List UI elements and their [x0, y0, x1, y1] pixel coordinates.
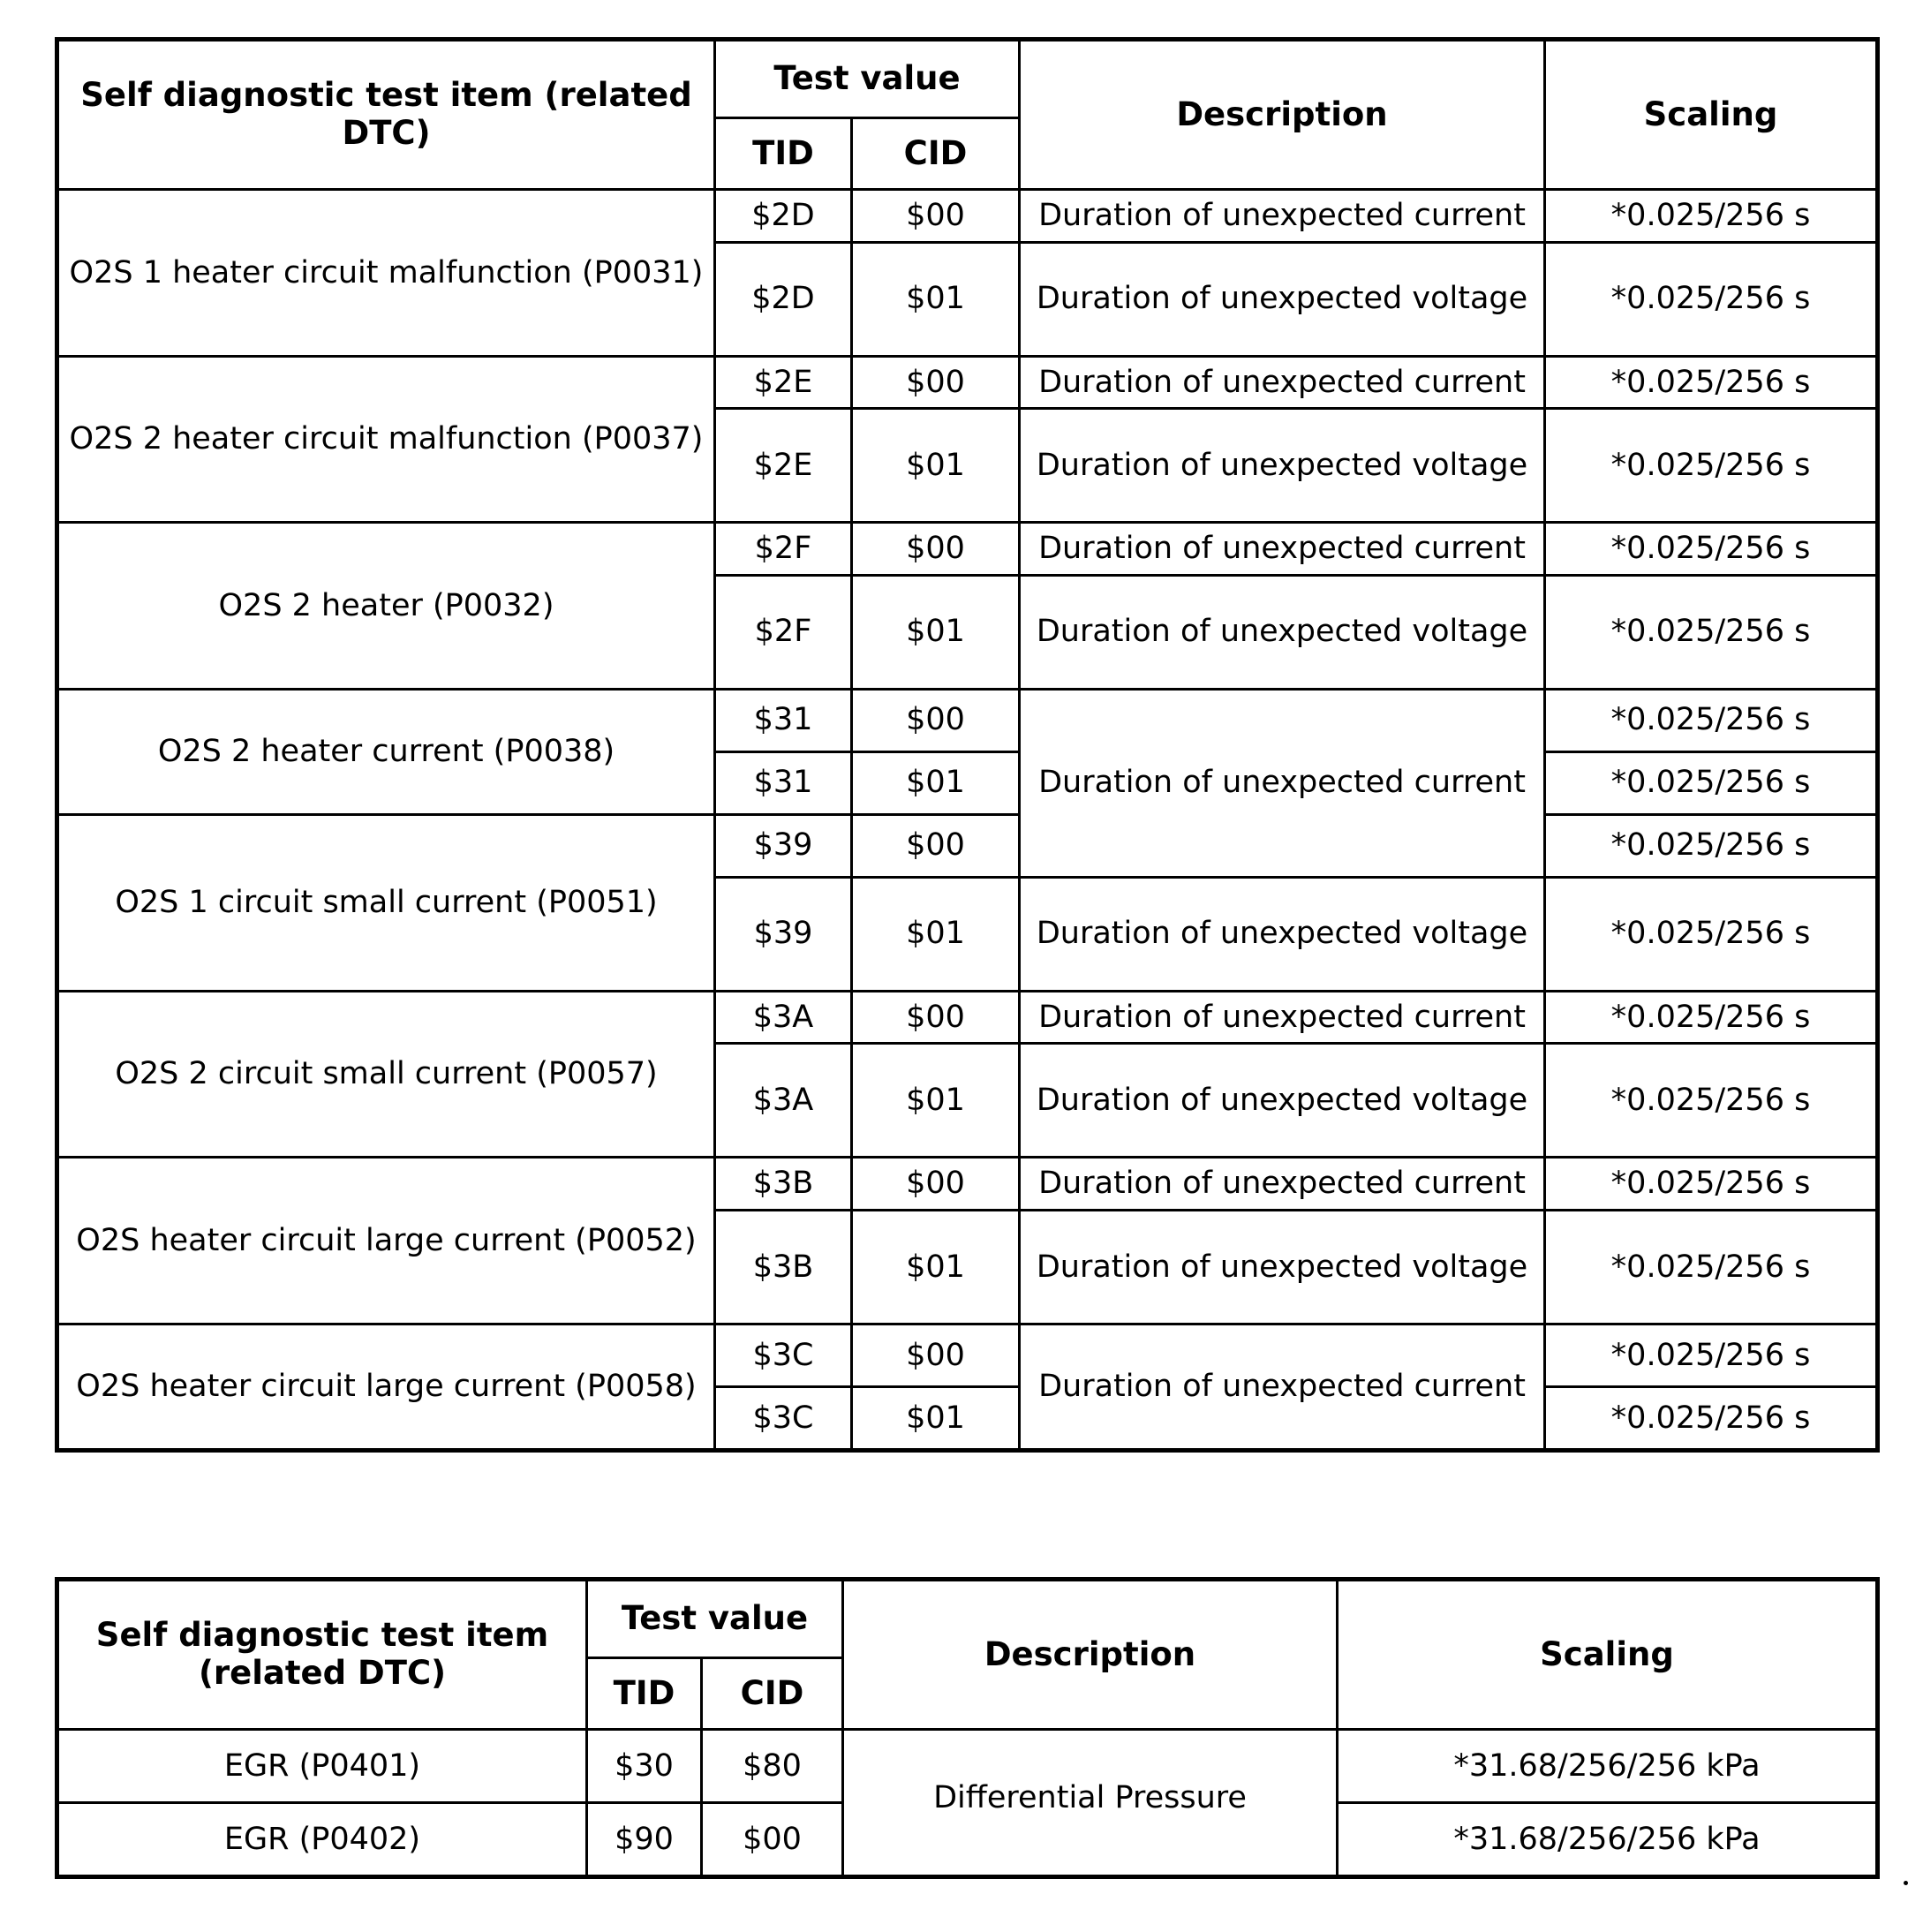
cell-tid: $3B — [715, 1210, 852, 1324]
cell-cid: $01 — [852, 751, 1020, 814]
cell-test-item: O2S 2 heater circuit malfunction (P0037) — [57, 356, 715, 523]
cell-test-item: O2S 1 heater circuit malfunction (P0031) — [57, 190, 715, 357]
cell-scaling: *0.025/256 s — [1545, 190, 1878, 243]
table-header — [57, 40, 1878, 190]
scan-artifact-dot — [1904, 1881, 1908, 1885]
cell-tid: $2D — [715, 190, 852, 243]
cell-description: Duration of unexpected current — [1020, 523, 1545, 576]
cell-cid: $01 — [852, 575, 1020, 689]
cell-tid: $31 — [715, 751, 852, 814]
cell-description: Duration of unexpected current — [1020, 1158, 1545, 1211]
cell-tid: $3A — [715, 991, 852, 1044]
cell-test-item: O2S heater circuit large current (P0058) — [57, 1324, 715, 1450]
header-test-item: Self diagnostic test item (related DTC) — [57, 1580, 587, 1730]
cell-cid: $00 — [852, 1324, 1020, 1386]
cell-test-item: EGR (P0402) — [57, 1803, 587, 1877]
cell-description: Duration of unexpected current — [1020, 190, 1545, 243]
cell-tid: $39 — [715, 814, 852, 877]
table-row — [57, 991, 1878, 1044]
cell-cid: $01 — [852, 1210, 1020, 1324]
cell-test-item: O2S heater circuit large current (P0052) — [57, 1158, 715, 1324]
cell-description: Differential Pressure — [843, 1730, 1338, 1877]
cell-scaling: *0.025/256 s — [1545, 991, 1878, 1044]
cell-tid: $31 — [715, 689, 852, 751]
header-tid: TID — [715, 118, 852, 190]
table-header — [57, 1580, 1878, 1730]
cell-scaling: *0.025/256 s — [1545, 689, 1878, 751]
header-cid: CID — [702, 1658, 843, 1730]
cell-tid: $3B — [715, 1158, 852, 1211]
cell-scaling: *0.025/256 s — [1545, 242, 1878, 356]
cell-cid: $00 — [852, 814, 1020, 877]
cell-test-item: O2S 2 circuit small current (P0057) — [57, 991, 715, 1158]
table-row — [57, 356, 1878, 409]
cell-tid: $2E — [715, 409, 852, 523]
cell-description: Duration of unexpected current — [1020, 356, 1545, 409]
cell-cid: $01 — [852, 409, 1020, 523]
header-scaling: Scaling — [1338, 1580, 1878, 1730]
cell-cid: $01 — [852, 242, 1020, 356]
table-row — [57, 1158, 1878, 1211]
cell-test-item: O2S 2 heater (P0032) — [57, 523, 715, 690]
cell-description: Duration of unexpected current — [1020, 991, 1545, 1044]
cell-description: Duration of unexpected voltage — [1020, 1044, 1545, 1158]
cell-tid: $90 — [587, 1803, 702, 1877]
cell-scaling: *31.68/256/256 kPa — [1338, 1730, 1878, 1803]
cell-cid: $00 — [702, 1803, 843, 1877]
cell-description: Duration of unexpected voltage — [1020, 877, 1545, 991]
header-description: Description — [843, 1580, 1338, 1730]
oxygen-sensor-test-table — [55, 37, 1880, 1453]
table-row — [57, 190, 1878, 243]
cell-cid: $00 — [852, 190, 1020, 243]
header-test-value: Test value — [715, 40, 1020, 118]
table-row — [57, 689, 1878, 751]
cell-test-item: O2S 2 heater current (P0038) — [57, 689, 715, 814]
cell-scaling: *0.025/256 s — [1545, 1158, 1878, 1211]
cell-cid: $00 — [852, 523, 1020, 576]
header-test-value: Test value — [587, 1580, 843, 1658]
header-description: Description — [1020, 40, 1545, 190]
cell-cid: $00 — [852, 1158, 1020, 1211]
table-body — [57, 1730, 1878, 1877]
header-test-item: Self diagnostic test item (related DTC) — [57, 40, 715, 190]
cell-scaling: *0.025/256 s — [1545, 356, 1878, 409]
cell-cid: $00 — [852, 356, 1020, 409]
table-row — [57, 1324, 1878, 1386]
table-row — [57, 523, 1878, 576]
cell-cid: $01 — [852, 877, 1020, 991]
cell-description: Duration of unexpected voltage — [1020, 575, 1545, 689]
cell-scaling: *0.025/256 s — [1545, 877, 1878, 991]
cell-description: Duration of unexpected voltage — [1020, 409, 1545, 523]
table-row — [57, 1730, 1878, 1803]
cell-tid: $2D — [715, 242, 852, 356]
cell-description: Duration of unexpected current — [1020, 689, 1545, 877]
cell-tid: $3C — [715, 1324, 852, 1386]
cell-tid: $3A — [715, 1044, 852, 1158]
cell-scaling: *0.025/256 s — [1545, 1044, 1878, 1158]
header-tid: TID — [587, 1658, 702, 1730]
cell-tid: $39 — [715, 877, 852, 991]
cell-description: Duration of unexpected voltage — [1020, 242, 1545, 356]
cell-cid: $80 — [702, 1730, 843, 1803]
cell-tid: $30 — [587, 1730, 702, 1803]
cell-scaling: *0.025/256 s — [1545, 523, 1878, 576]
cell-tid: $2F — [715, 575, 852, 689]
cell-scaling: *0.025/256 s — [1545, 814, 1878, 877]
cell-cid: $01 — [852, 1386, 1020, 1450]
cell-tid: $3C — [715, 1386, 852, 1450]
cell-scaling: *0.025/256 s — [1545, 1210, 1878, 1324]
cell-test-item: O2S 1 circuit small current (P0051) — [57, 814, 715, 991]
egr-test-table — [55, 1577, 1880, 1879]
cell-cid: $01 — [852, 1044, 1020, 1158]
header-cid: CID — [852, 118, 1020, 190]
cell-description: Duration of unexpected current — [1020, 1324, 1545, 1450]
cell-scaling: *0.025/256 s — [1545, 751, 1878, 814]
table-row — [57, 814, 1878, 877]
header-scaling: Scaling — [1545, 40, 1878, 190]
cell-scaling: *31.68/256/256 kPa — [1338, 1803, 1878, 1877]
cell-cid: $00 — [852, 991, 1020, 1044]
cell-scaling: *0.025/256 s — [1545, 1324, 1878, 1386]
cell-cid: $00 — [852, 689, 1020, 751]
cell-scaling: *0.025/256 s — [1545, 575, 1878, 689]
table-body — [57, 190, 1878, 1451]
cell-description: Duration of unexpected voltage — [1020, 1210, 1545, 1324]
cell-tid: $2F — [715, 523, 852, 576]
cell-scaling: *0.025/256 s — [1545, 409, 1878, 523]
cell-tid: $2E — [715, 356, 852, 409]
cell-test-item: EGR (P0401) — [57, 1730, 587, 1803]
cell-scaling: *0.025/256 s — [1545, 1386, 1878, 1450]
